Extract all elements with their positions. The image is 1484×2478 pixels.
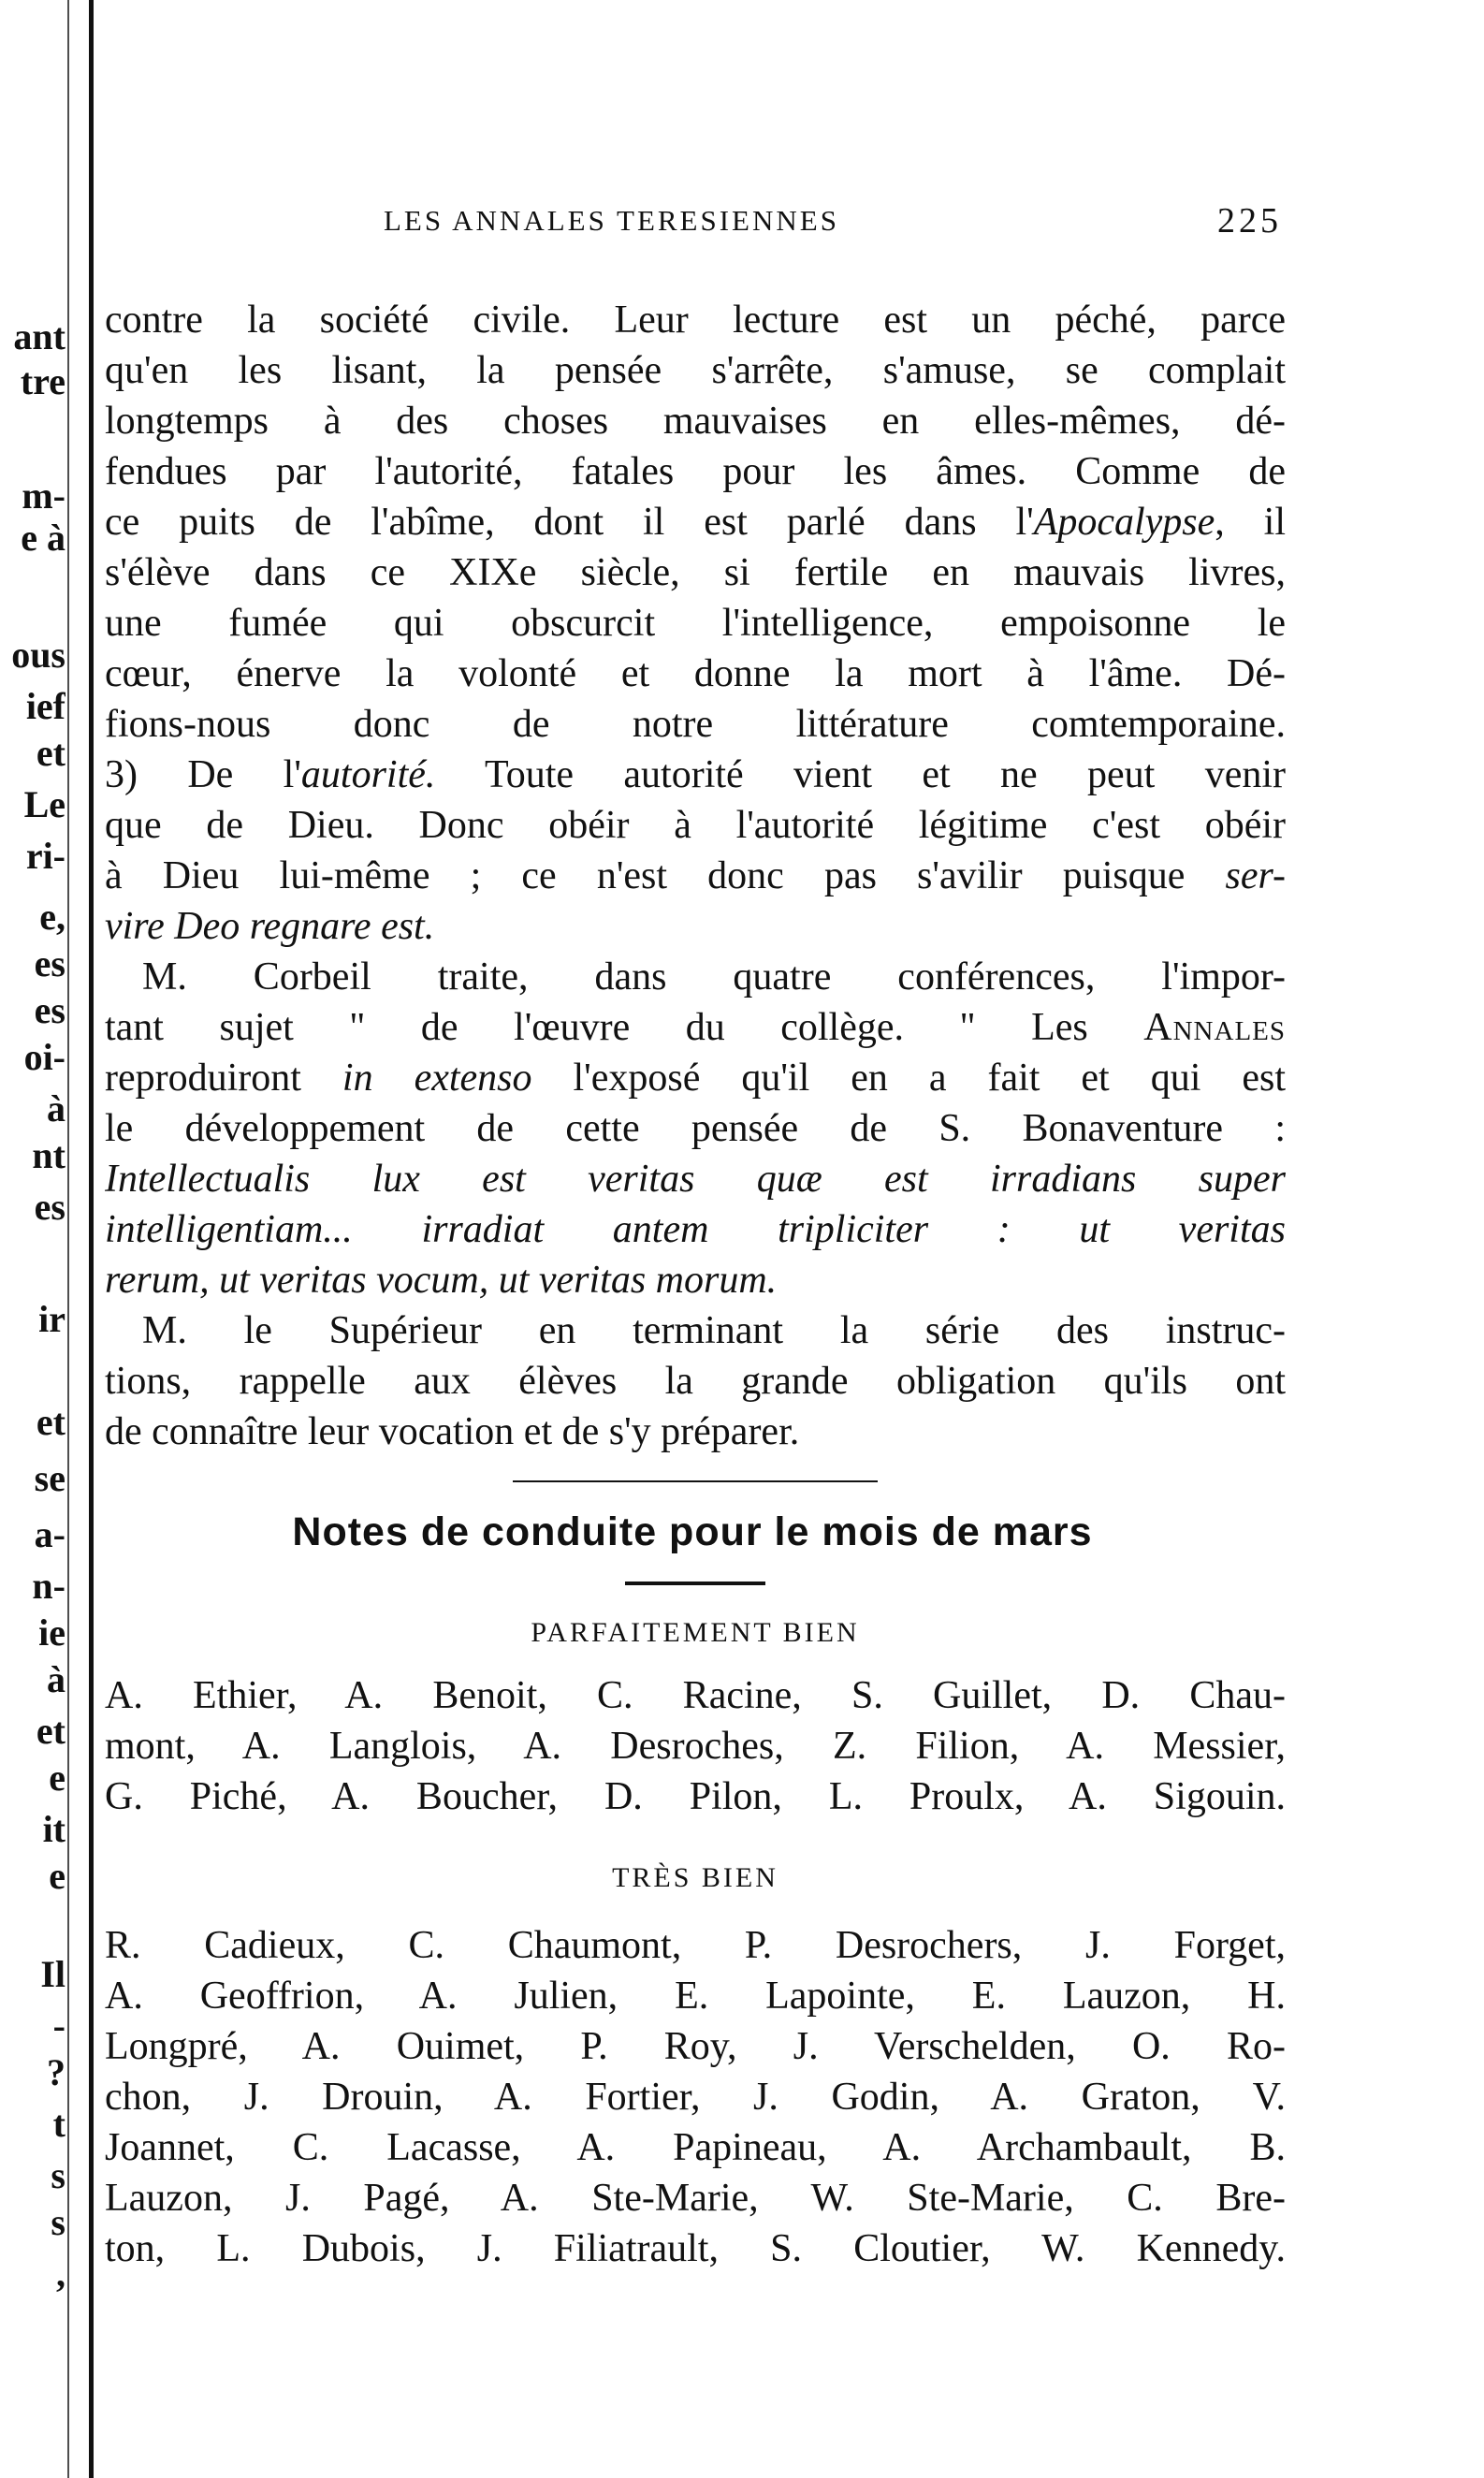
text-run: l'exposé qu'il en a fait et qui est [531,1057,1286,1100]
bleed-fragment: tre [20,363,65,401]
text-run: ce puits de l'abîme, dont il est parlé dans l' [105,501,1034,544]
bleed-fragment: e [49,1759,65,1797]
bleed-fragment: ie [38,1614,65,1652]
latin-quote: Intellectualis lux est veritas quæ est irradians super [105,1158,1286,1201]
names-list [105,1920,1286,2274]
bleed-fragment: m- [22,477,65,515]
bleed-fragment: es [34,1188,65,1226]
latin-quote: intelligentiam... irradiat antem tripliciter : ut veritas [105,1208,1286,1251]
bleed-fragment: ri- [25,838,65,875]
text-line [105,1002,1286,1053]
subsection-heading: TRÈS BIEN [612,1862,778,1893]
bleed-fragment: - [52,2007,65,2045]
text-line [105,1255,1286,1305]
section-divider [513,1480,878,1482]
text-line: longtemps à des choses mauvaises en elles-mêmes, dé- [105,400,1286,443]
running-head [384,201,1291,251]
names-line: Longpré, A. Ouimet, P. Roy, J. Verschelden, O. Ro- [105,2025,1286,2068]
title-underline [625,1582,765,1585]
bleed-fragment: ir [38,1301,65,1338]
italic-term: autorité. [300,753,436,796]
text-line: le développement de cette pensée de S. Bonaventure : [105,1107,1286,1150]
binding-shadow [67,0,69,2478]
text-line: tions, rappelle aux élèves la grande obligation qu'ils ont [105,1360,1286,1403]
names-list [105,1670,1286,1822]
bleed-fragment: Le [23,786,65,824]
bleed-fragment: à [47,1661,65,1698]
text-line [105,901,1286,952]
bleed-fragment: Il [40,1956,65,1993]
text-line [105,497,1286,547]
text-line: M. le Supérieur en terminant la série des instruc- [142,1309,1286,1352]
bleed-fragment: it [42,1811,65,1848]
text-line: une fumée qui obscurcit l'intelligence, empoisonne le [105,602,1286,645]
text-run: Toute autorité vient et ne peut venir [435,753,1286,796]
journal-title: LES ANNALES TERESIENNES [384,204,839,237]
bleed-fragment: e à [21,519,65,557]
bleed-fragment: es [34,945,65,983]
italic-term: Apocalypse [1033,501,1215,544]
section-title: Notes de conduite pour le mois de mars [292,1509,1093,1554]
bleed-fragment: à [47,1090,65,1128]
text-run: , il [1215,501,1286,544]
text-run: tant sujet " de l'œuvre du collège. " Les [105,1006,1144,1049]
names-line: chon, J. Drouin, A. Fortier, J. Godin, A. Graton, V. [105,2076,1286,2119]
text-run: 3) De l' [105,753,301,796]
bleed-fragment: et [36,1404,65,1441]
italic-term: ser- [1225,854,1286,897]
bleed-fragment: se [34,1460,65,1497]
page-number: 225 [1217,201,1282,241]
latin-quote: rerum, ut veritas vocum, ut veritas morum. [105,1259,778,1302]
adjacent-page-bleed [0,0,65,2478]
bleed-fragment: et [36,735,65,772]
bleed-fragment: ant [13,318,65,356]
subsection-heading: PARFAITEMENT BIEN [531,1617,860,1648]
names-line: A. Geoffrion, A. Julien, E. Lapointe, E. Lauzon, H. [105,1975,1286,2018]
text-line: de connaître leur vocation et de s'y préparer. [105,1410,800,1453]
bleed-fragment: s [51,2204,65,2241]
bleed-fragment: oi- [23,1039,65,1076]
bleed-fragment: es [34,992,65,1029]
bleed-fragment: e, [39,898,65,936]
text-line: qu'en les lisant, la pensée s'arrête, s'amuse, se complait [105,349,1286,392]
text-line: fions-nous donc de notre littérature comtemporaine. [105,703,1286,746]
text-run: à Dieu lui-même ; ce n'est donc pas s'avilir puisque [105,854,1226,897]
text-line: fendues par l'autorité, fatales pour les âmes. Comme de [105,450,1286,493]
names-line: ton, L. Dubois, J. Filiatrault, S. Cloutier, W. Kennedy. [105,2227,1286,2270]
bleed-fragment: nt [32,1137,65,1174]
text-line: M. Corbeil traite, dans quatre conférences, l'impor- [142,955,1286,998]
names-line: G. Piché, A. Boucher, D. Pilon, L. Proulx, A. Sigouin. [105,1775,1286,1818]
names-line: Lauzon, J. Pagé, A. Ste-Marie, W. Ste-Marie, C. Bre- [105,2177,1286,2220]
bleed-fragment: t [52,2106,65,2143]
bleed-fragment: et [36,1713,65,1750]
bleed-fragment: ief [25,688,65,725]
text-line [105,750,1286,800]
bleed-fragment: s [51,2157,65,2194]
names-line: R. Cadieux, C. Chaumont, P. Desrochers, J. Forget, [105,1924,1286,1967]
bleed-fragment: a- [34,1516,65,1553]
text-run: reproduiront [105,1057,342,1100]
latin-quote: vire Deo regnare est. [105,905,435,948]
text-line [105,1204,1286,1255]
bleed-fragment: , [56,2255,65,2293]
text-line: cœur, énerve la volonté et donne la mort à l'âme. Dé- [105,652,1286,695]
bleed-fragment: n- [32,1567,65,1605]
bleed-fragment: ous [11,636,65,674]
bleed-fragment: e [49,1858,65,1895]
text-line: que de Dieu. Donc obéir à l'autorité légitime c'est obéir [105,804,1286,847]
names-line: Joannet, C. Lacasse, A. Papineau, A. Archambault, B. [105,2126,1286,2169]
bleed-fragment: ? [47,2054,65,2092]
names-line: A. Ethier, A. Benoit, C. Racine, S. Guillet, D. Chau- [105,1674,1286,1717]
small-caps-term: Annales [1143,1006,1286,1049]
text-line [105,851,1286,901]
text-line: contre la société civile. Leur lecture est un péché, parce [105,299,1286,342]
body-text [105,295,1286,1457]
text-line [105,1053,1286,1103]
text-line: s'élève dans ce XIXe siècle, si fertile en mauvais livres, [105,551,1286,594]
names-line: mont, A. Langlois, A. Desroches, Z. Filion, A. Messier, [105,1725,1286,1768]
italic-term: in extenso [342,1057,532,1100]
page-gutter-edge [89,0,94,2478]
text-line [105,1154,1286,1204]
